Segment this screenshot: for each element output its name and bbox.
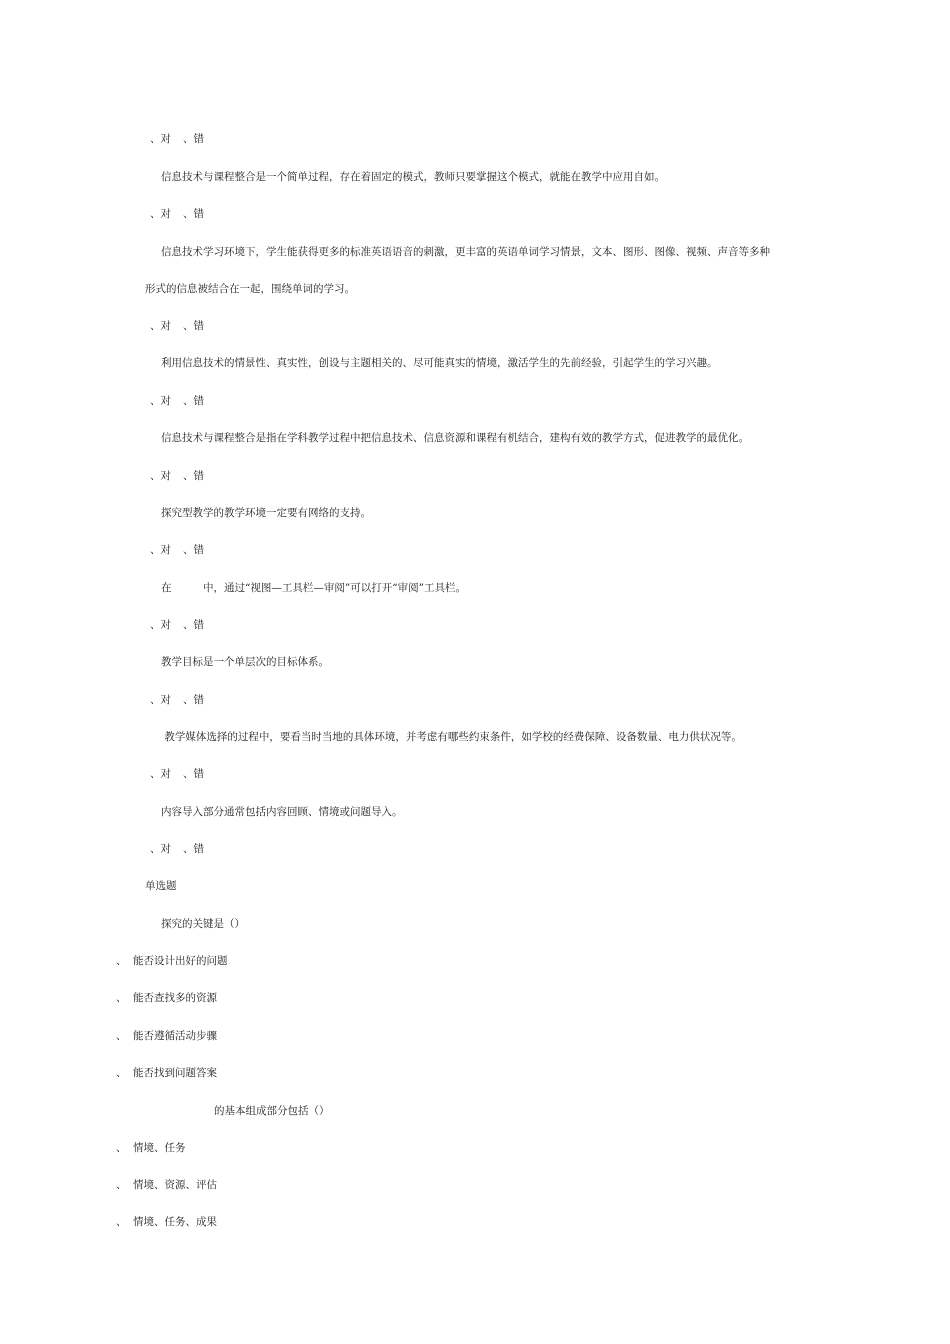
mc-option — [116, 1141, 186, 1155]
mc-question-2: 的基本组成部分包括（） — [214, 1105, 330, 1117]
true-option: 、对 — [150, 208, 171, 220]
option-text: 情境、任务 — [133, 1142, 186, 1154]
answer-choices — [150, 543, 204, 557]
section-title: 单选题 — [145, 880, 177, 892]
answer-choices — [150, 132, 204, 146]
false-option: 、错 — [183, 133, 204, 145]
answer-choices — [150, 469, 204, 483]
true-option: 、对 — [150, 320, 171, 332]
mc-option — [116, 1029, 217, 1043]
false-option: 、错 — [183, 320, 204, 332]
answer-choices — [150, 319, 204, 333]
option-mark: 、 — [116, 1030, 127, 1042]
true-option: 、对 — [150, 619, 171, 631]
false-option: 、错 — [183, 544, 204, 556]
true-option: 、对 — [150, 470, 171, 482]
true-option: 、对 — [150, 694, 171, 706]
tf-question-1: 信息技术与课程整合是一个简单过程，存在着固定的模式，教师只要掌握这个模式，就能在教学中应用自如。 — [161, 171, 665, 183]
false-option: 、错 — [183, 843, 204, 855]
option-mark: 、 — [116, 1142, 127, 1154]
false-option: 、错 — [183, 470, 204, 482]
tf-question-3: 利用信息技术的情景性、真实性，创设与主题相关的、尽可能真实的情境，激活学生的先前经验，引起学生的学习兴趣。 — [161, 357, 718, 369]
mc-option — [116, 954, 228, 968]
option-text: 情境、任务、成果 — [133, 1216, 217, 1228]
false-option: 、错 — [183, 208, 204, 220]
tf-question-2: 信息技术学习环境下，学生能获得更多的标准英语语音的刺激，更丰富的英语单词学习情景，文本、图形、图像、视频、声音等多种 — [161, 246, 770, 258]
tf-question-8: 教学媒体选择的过程中，要看当时当地的具体环境，并考虑有哪些约束条件，如学校的经费保障、设备数量、电力供状况等。 — [161, 731, 742, 743]
mc-question-1: 探究的关键是（） — [161, 918, 245, 930]
true-option: 、对 — [150, 768, 171, 780]
false-option: 、错 — [183, 395, 204, 407]
answer-choices — [150, 207, 204, 221]
mc-option — [116, 1215, 217, 1229]
option-text: 能否设计出好的问题 — [133, 955, 228, 967]
answer-choices — [150, 693, 204, 707]
mc-option — [116, 1066, 217, 1080]
true-option: 、对 — [150, 395, 171, 407]
answer-choices — [150, 842, 204, 856]
option-text: 能否遵循活动步骤 — [133, 1030, 217, 1042]
mc-option — [116, 991, 217, 1005]
option-mark: 、 — [116, 955, 127, 967]
answer-choices — [150, 618, 204, 632]
answer-choices — [150, 394, 204, 408]
option-mark: 、 — [116, 1179, 127, 1191]
tf-question-7: 教学目标是一个单层次的目标体系。 — [161, 656, 329, 668]
false-option: 、错 — [183, 768, 204, 780]
true-option: 、对 — [150, 133, 171, 145]
option-mark: 、 — [116, 1067, 127, 1079]
option-text: 情境、资源、评估 — [133, 1179, 217, 1191]
option-mark: 、 — [116, 992, 127, 1004]
answer-choices — [150, 767, 204, 781]
true-option: 、对 — [150, 544, 171, 556]
false-option: 、错 — [183, 619, 204, 631]
tf-question-4: 信息技术与课程整合是指在学科教学过程中把信息技术、信息资源和课程有机结合，建构有效的教学方式，促进教学的最优化。 — [161, 432, 749, 444]
tf-question-5: 探究型教学的教学环境一定要有网络的支持。 — [161, 507, 371, 519]
tf-question-6: 在 中，通过“视图—工具栏—审阅”可以打开“审阅”工具栏。 — [161, 582, 466, 594]
option-mark: 、 — [116, 1216, 127, 1228]
mc-option — [116, 1178, 217, 1192]
option-text: 能否找到问题答案 — [133, 1067, 217, 1079]
option-text: 能否查找多的资源 — [133, 992, 217, 1004]
tf-question-2-continuation: 形式的信息被结合在一起，围绕单词的学习。 — [145, 283, 355, 295]
false-option: 、错 — [183, 694, 204, 706]
tf-question-9: 内容导入部分通常包括内容回顾、情境或问题导入。 — [161, 806, 403, 818]
true-option: 、对 — [150, 843, 171, 855]
